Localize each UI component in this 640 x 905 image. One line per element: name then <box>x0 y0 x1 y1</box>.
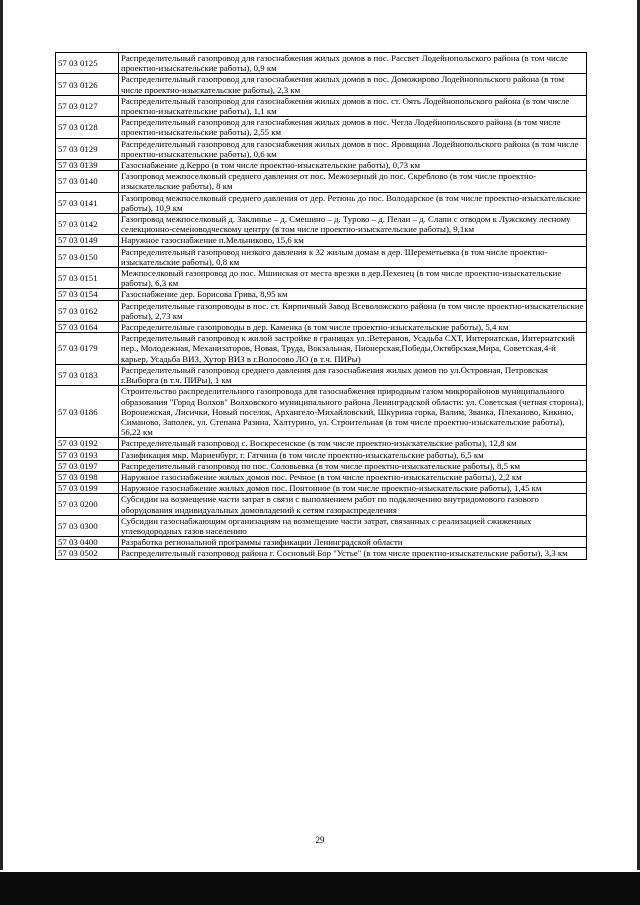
program-table <box>55 52 587 560</box>
row-description: Межпоселковый газопровод до пос. Мшинская от места врезки в дер.Пехенец (в том числе проектно-изыскательские работы), 6,3 км <box>119 268 587 289</box>
row-code: 57 03 0183 <box>56 364 119 385</box>
row-description: Распределительный газопровод среднего давления для газоснабжения жилых домов по ул.Островная, Петровская г.Выборга (в т.ч. ПИРы), 1 км <box>119 364 587 385</box>
table-row <box>56 494 587 515</box>
row-code: 57 03 0128 <box>56 117 119 138</box>
row-code: 57 03 0129 <box>56 138 119 159</box>
row-code: 57 03 0162 <box>56 300 119 321</box>
table-row <box>56 171 587 192</box>
table-row <box>56 53 587 74</box>
row-code: 57 03 0139 <box>56 160 119 171</box>
table-row <box>56 268 587 289</box>
row-code: 57 03 0400 <box>56 537 119 548</box>
program-table-body <box>56 53 587 560</box>
table-row <box>56 548 587 559</box>
table-row <box>56 214 587 235</box>
table-row <box>56 95 587 116</box>
row-code: 57 03 0151 <box>56 268 119 289</box>
table-row <box>56 537 587 548</box>
table-row <box>56 289 587 300</box>
row-code: 57 03 0193 <box>56 449 119 460</box>
row-code: 57 03 0179 <box>56 333 119 365</box>
row-code: 57 03 0125 <box>56 53 119 74</box>
row-code: 57 03 0200 <box>56 494 119 515</box>
table-row <box>56 386 587 438</box>
table-row <box>56 138 587 159</box>
row-description: Распределительный газопровод низкого давления к 32 жилым домам в дер. Шереметьевка (в том числе проектно-изыскательские работы), 0,8 км <box>119 246 587 267</box>
table-row <box>56 117 587 138</box>
row-code: 57 03 0126 <box>56 74 119 95</box>
row-description: Распределительный газопровод по пос. Соловьевка (в том числе проектно-изыскательские работы), 8,5 км <box>119 460 587 471</box>
row-description: Газоснабжение дер. Борисова Грива, 8,95 км <box>119 289 587 300</box>
page-number: 29 <box>315 835 325 845</box>
table-row <box>56 160 587 171</box>
row-description: Распределительный газопровод для газоснабжения жилых домов в пос. Чегла Лодейнопольского района (в том числе проектно-изыскательские работы), 2,55 км <box>119 117 587 138</box>
row-description: Субсидии газоснабжающим организациям на возмещение части затрат, связанных с реализацией сжиженных углеводородных газов населению <box>119 515 587 536</box>
table-row <box>56 235 587 246</box>
row-code: 57 03 0198 <box>56 471 119 482</box>
table-row <box>56 460 587 471</box>
row-code: 57 03 0502 <box>56 548 119 559</box>
row-code: 57 03 0300 <box>56 515 119 536</box>
page-edge-left <box>0 0 3 870</box>
row-code: 57 03 0142 <box>56 214 119 235</box>
row-code: 57 03 0154 <box>56 289 119 300</box>
row-description: Газоснабжение д.Керро (в том числе проектно-изыскательские работы), 0,73 км <box>119 160 587 171</box>
row-description: Распределительный газопровод к жилой застройке в границах ул.:Ветеранов, Усадьба СХТ, Интернатская, Интернатский пер., Молодежная, Механизаторов, Новая, Труда, Вокзальная, Пионерская,Победы,Октябрская,Мира, Советская,4-й карьер, Усадьба ВИЗ, Хутор ВИЗ в г.Волосово ЛО (в т.ч. ПИРы) <box>119 333 587 365</box>
row-description: Газификация мкр. Мариенбург, г. Гатчина (в том числе проектно-изыскательские работы), 6,5 км <box>119 449 587 460</box>
table-row <box>56 515 587 536</box>
row-description: Распределительные газопроводы в дер. Каменка (в том числе проектно-изыскательские работы), 5,4 км <box>119 322 587 333</box>
row-code: 57 03 0127 <box>56 95 119 116</box>
row-description: Наружное газоснабжение п.Мельниково, 15,6 км <box>119 235 587 246</box>
table-row <box>56 246 587 267</box>
row-description: Наружное газоснабжение жилых домов пос. Речное (в том числе проектно-изыскательские работы), 2,2 км <box>119 471 587 482</box>
row-description: Распределительные газопроводы в пос. ст. Кирпичный Завод Всеволожского района (в том числе проектно-изыскательские работы), 2,73 км <box>119 300 587 321</box>
table-row <box>56 483 587 494</box>
row-code: 57 03 0141 <box>56 192 119 213</box>
row-description: Распределительный газопровод с. Воскресенское (в том числе проектно-изыскательские работы), 12,8 км <box>119 438 587 449</box>
table-row <box>56 364 587 385</box>
row-description: Газопровод межпоселковый среднего давления от пос. Межозерный до пос. Скреблово (в том числе проектно-изыскательские работы), 8 км <box>119 171 587 192</box>
table-row <box>56 322 587 333</box>
table-row <box>56 438 587 449</box>
table-row <box>56 449 587 460</box>
row-description: Наружное газоснабжение жилых домов пос. Понтонное (в том числе проектно-изыскательские работы), 1,45 км <box>119 483 587 494</box>
row-description: Газопровод межпоселковый д. Заклинье – д. Смешино – д. Турово – д. Пелаи – д. Слапи с отводом к Лужскому лесному селекционно-семеноводческому центру (в том числе проектно-изыскательские работы), 9,1км <box>119 214 587 235</box>
row-code: 57 03 0164 <box>56 322 119 333</box>
table-row <box>56 300 587 321</box>
row-code: 57 03 0150 <box>56 246 119 267</box>
row-description: Газопровод межпоселковый среднего давления от дер. Ретюнь до пос. Володарское (в том числе проектно-изыскательские работы), 10,9 км <box>119 192 587 213</box>
row-code: 57 03 0140 <box>56 171 119 192</box>
row-description: Распределительный газопровод района г. Сосновый Бор "Устье" (в том числе проектно-изыскательские работы), 3,3 км <box>119 548 587 559</box>
row-code: 57 03 0186 <box>56 386 119 438</box>
row-description: Разработка региональной программы газификации Ленинградской области <box>119 537 587 548</box>
row-description: Распределительный газопровод для газоснабжения жилых домов в пос. Доможирово Лодейнопольского района (в том числе проектно-изыскательские работы), 2,3 км <box>119 74 587 95</box>
row-description: Распределительный газопровод для газоснабжения жилых домов в пос. ст. Оять Лодейнопольского района (в том числе проектно-изыскательские работы), 1,1 км <box>119 95 587 116</box>
scan-bottom-band <box>0 872 640 905</box>
table-row <box>56 74 587 95</box>
row-code: 57 03 0197 <box>56 460 119 471</box>
table-row <box>56 192 587 213</box>
row-description: Распределительный газопровод для газоснабжения жилых домов в пос. Рассвет Лодейнопольского района (в том числе проектно-изыскательские работы), 0,9 км <box>119 53 587 74</box>
row-description: Строительство распределительного газопровода для газоснабжения природным газом микрорайонов муниципального образования "Город Волхов" Волховского муниципального района Ленинградской области: ул. Советская (четная сторона), Воронежская, Лисички, Новый поселок, Архангело-Михайловский, Шкурина горка, Валим, Званка, Плеханово, Кикино, Симаново, Заполек, ул. Степана Разина, Халтурино, ул. Строительная (в том числе проектно-изыскательские работы), 56,22 км <box>119 386 587 438</box>
table-row <box>56 333 587 365</box>
row-code: 57 03 0199 <box>56 483 119 494</box>
row-code: 57 03 0149 <box>56 235 119 246</box>
row-description: Субсидии на возмещение части затрат в связи с выполнением работ по подключению внутридомового газового оборудования индивидуальных домовладений к сетям газораспределения <box>119 494 587 515</box>
table-row <box>56 471 587 482</box>
row-code: 57 03 0192 <box>56 438 119 449</box>
row-description: Распределительный газопровод для газоснабжения жилых домов в пос. Яровщина Лодейнопольского района (в том числе проектно-изыскательские работы), 0,6 км <box>119 138 587 159</box>
